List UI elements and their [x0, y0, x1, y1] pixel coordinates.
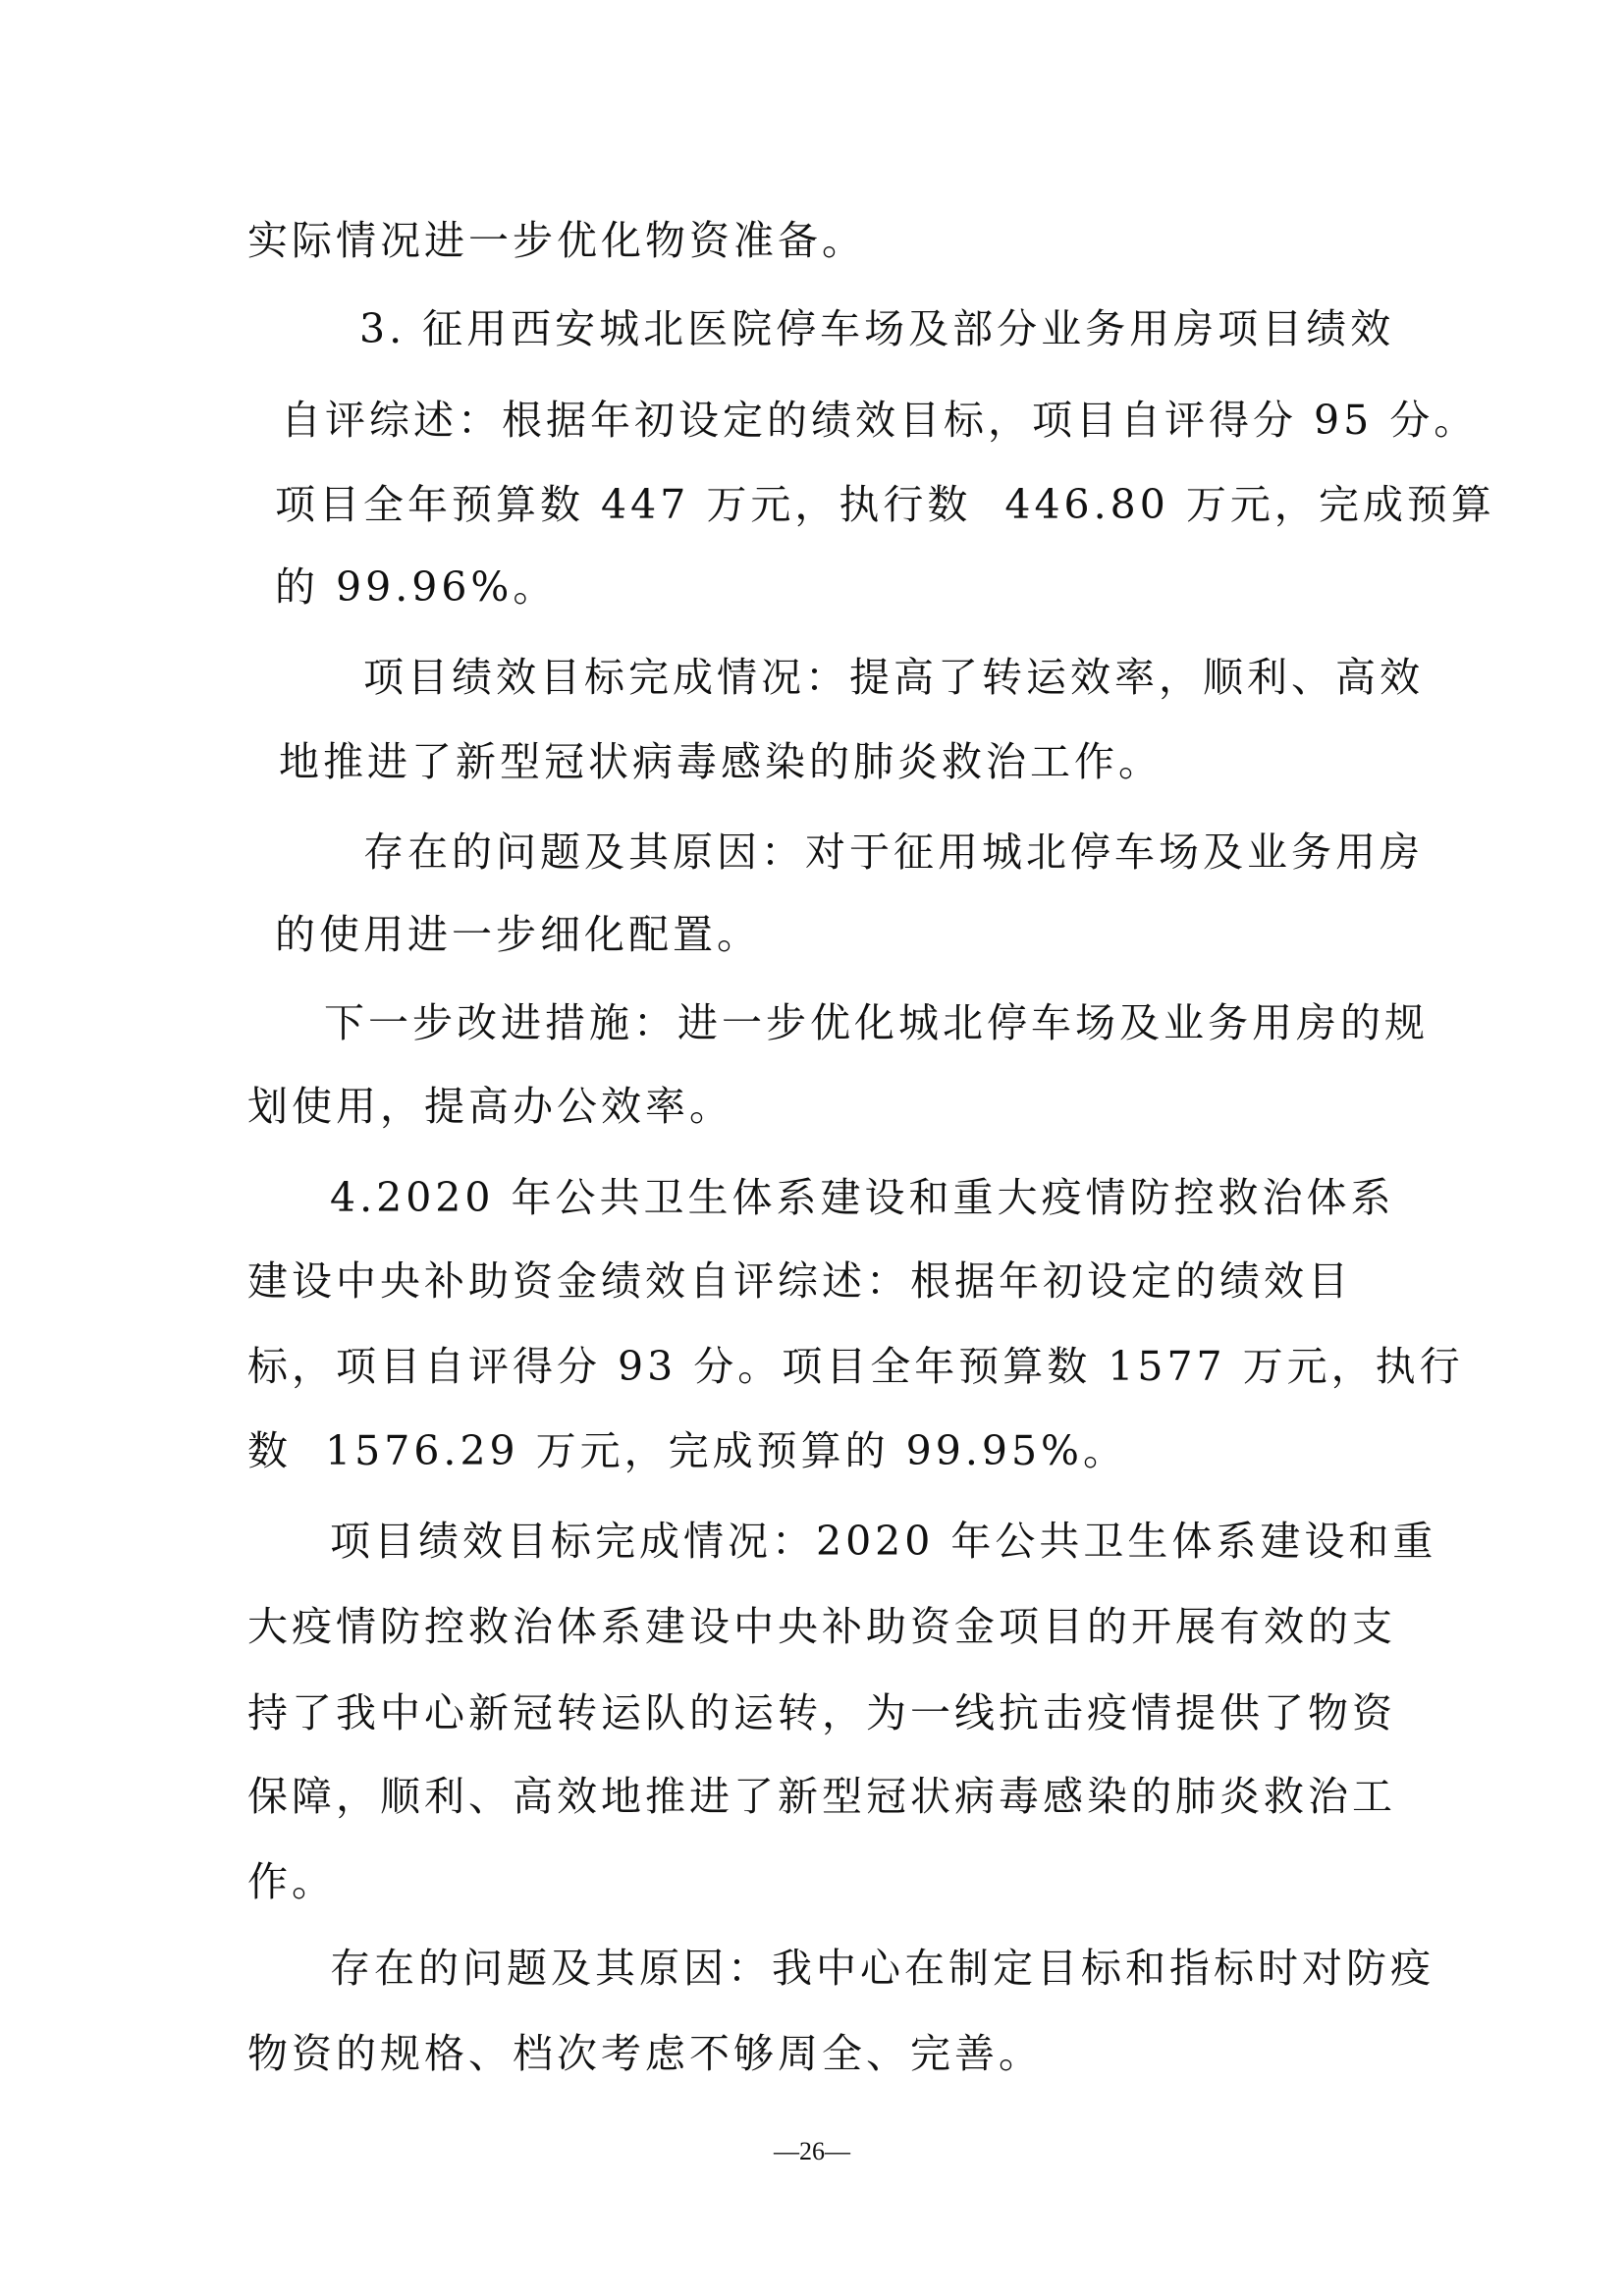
text-line: 项目绩效目标完成情况：提高了转运效率，顺利、高效 [363, 654, 1424, 701]
text-line: 存在的问题及其原因：我中心在制定目标和指标时对防疫 [330, 1945, 1435, 1992]
text-line: 地推进了新型冠状病毒感染的肺炎救治工作。 [279, 738, 1163, 785]
text-line: 建设中央补助资金绩效自评综述：根据年初设定的绩效目 [247, 1257, 1352, 1305]
text-line: 自评综述：根据年初设定的绩效目标，项目自评得分 95 分。 [281, 397, 1479, 444]
text-line: 大疫情防控救治体系建设中央补助资金项目的开展有效的支 [247, 1603, 1396, 1650]
text-line: 下一步改进措施：进一步优化城北停车场及业务用房的规 [324, 999, 1429, 1046]
text-line: 的使用进一步细化配置。 [275, 911, 761, 958]
text-line: 划使用，提高办公效率。 [247, 1083, 733, 1130]
text-line: 项目绩效目标完成情况：2020 年公共卫生体系建设和重 [330, 1518, 1437, 1565]
text-line: 作。 [247, 1858, 336, 1905]
text-line: 存在的问题及其原因：对于征用城北停车场及业务用房 [363, 828, 1424, 876]
text-line: 的 99.96%。 [275, 563, 558, 611]
text-line: 持了我中心新冠转运队的运转，为一线抗击疫情提供了物资 [247, 1689, 1396, 1736]
text-line: 保障，顺利、高效地推进了新型冠状病毒感染的肺炎救治工 [247, 1773, 1396, 1820]
text-line: 实际情况进一步优化物资准备。 [247, 217, 866, 264]
text-line: 数 1576.29 万元，完成预算的 99.95%。 [247, 1427, 1128, 1474]
page-number: —26— [774, 2137, 850, 2165]
text-line: 标，项目自评得分 93 分。项目全年预算数 1577 万元，执行 [247, 1343, 1464, 1390]
text-line: 4.2020 年公共卫生体系建设和重大疫情防控救治体系 [330, 1174, 1395, 1221]
text-line: 3. 征用西安城北医院停车场及部分业务用房项目绩效 [359, 305, 1395, 352]
text-line: 项目全年预算数 447 万元，执行数 446.80 万元，完成预算 [275, 481, 1495, 528]
text-line: 物资的规格、档次考虑不够周全、完善。 [247, 2030, 1043, 2077]
